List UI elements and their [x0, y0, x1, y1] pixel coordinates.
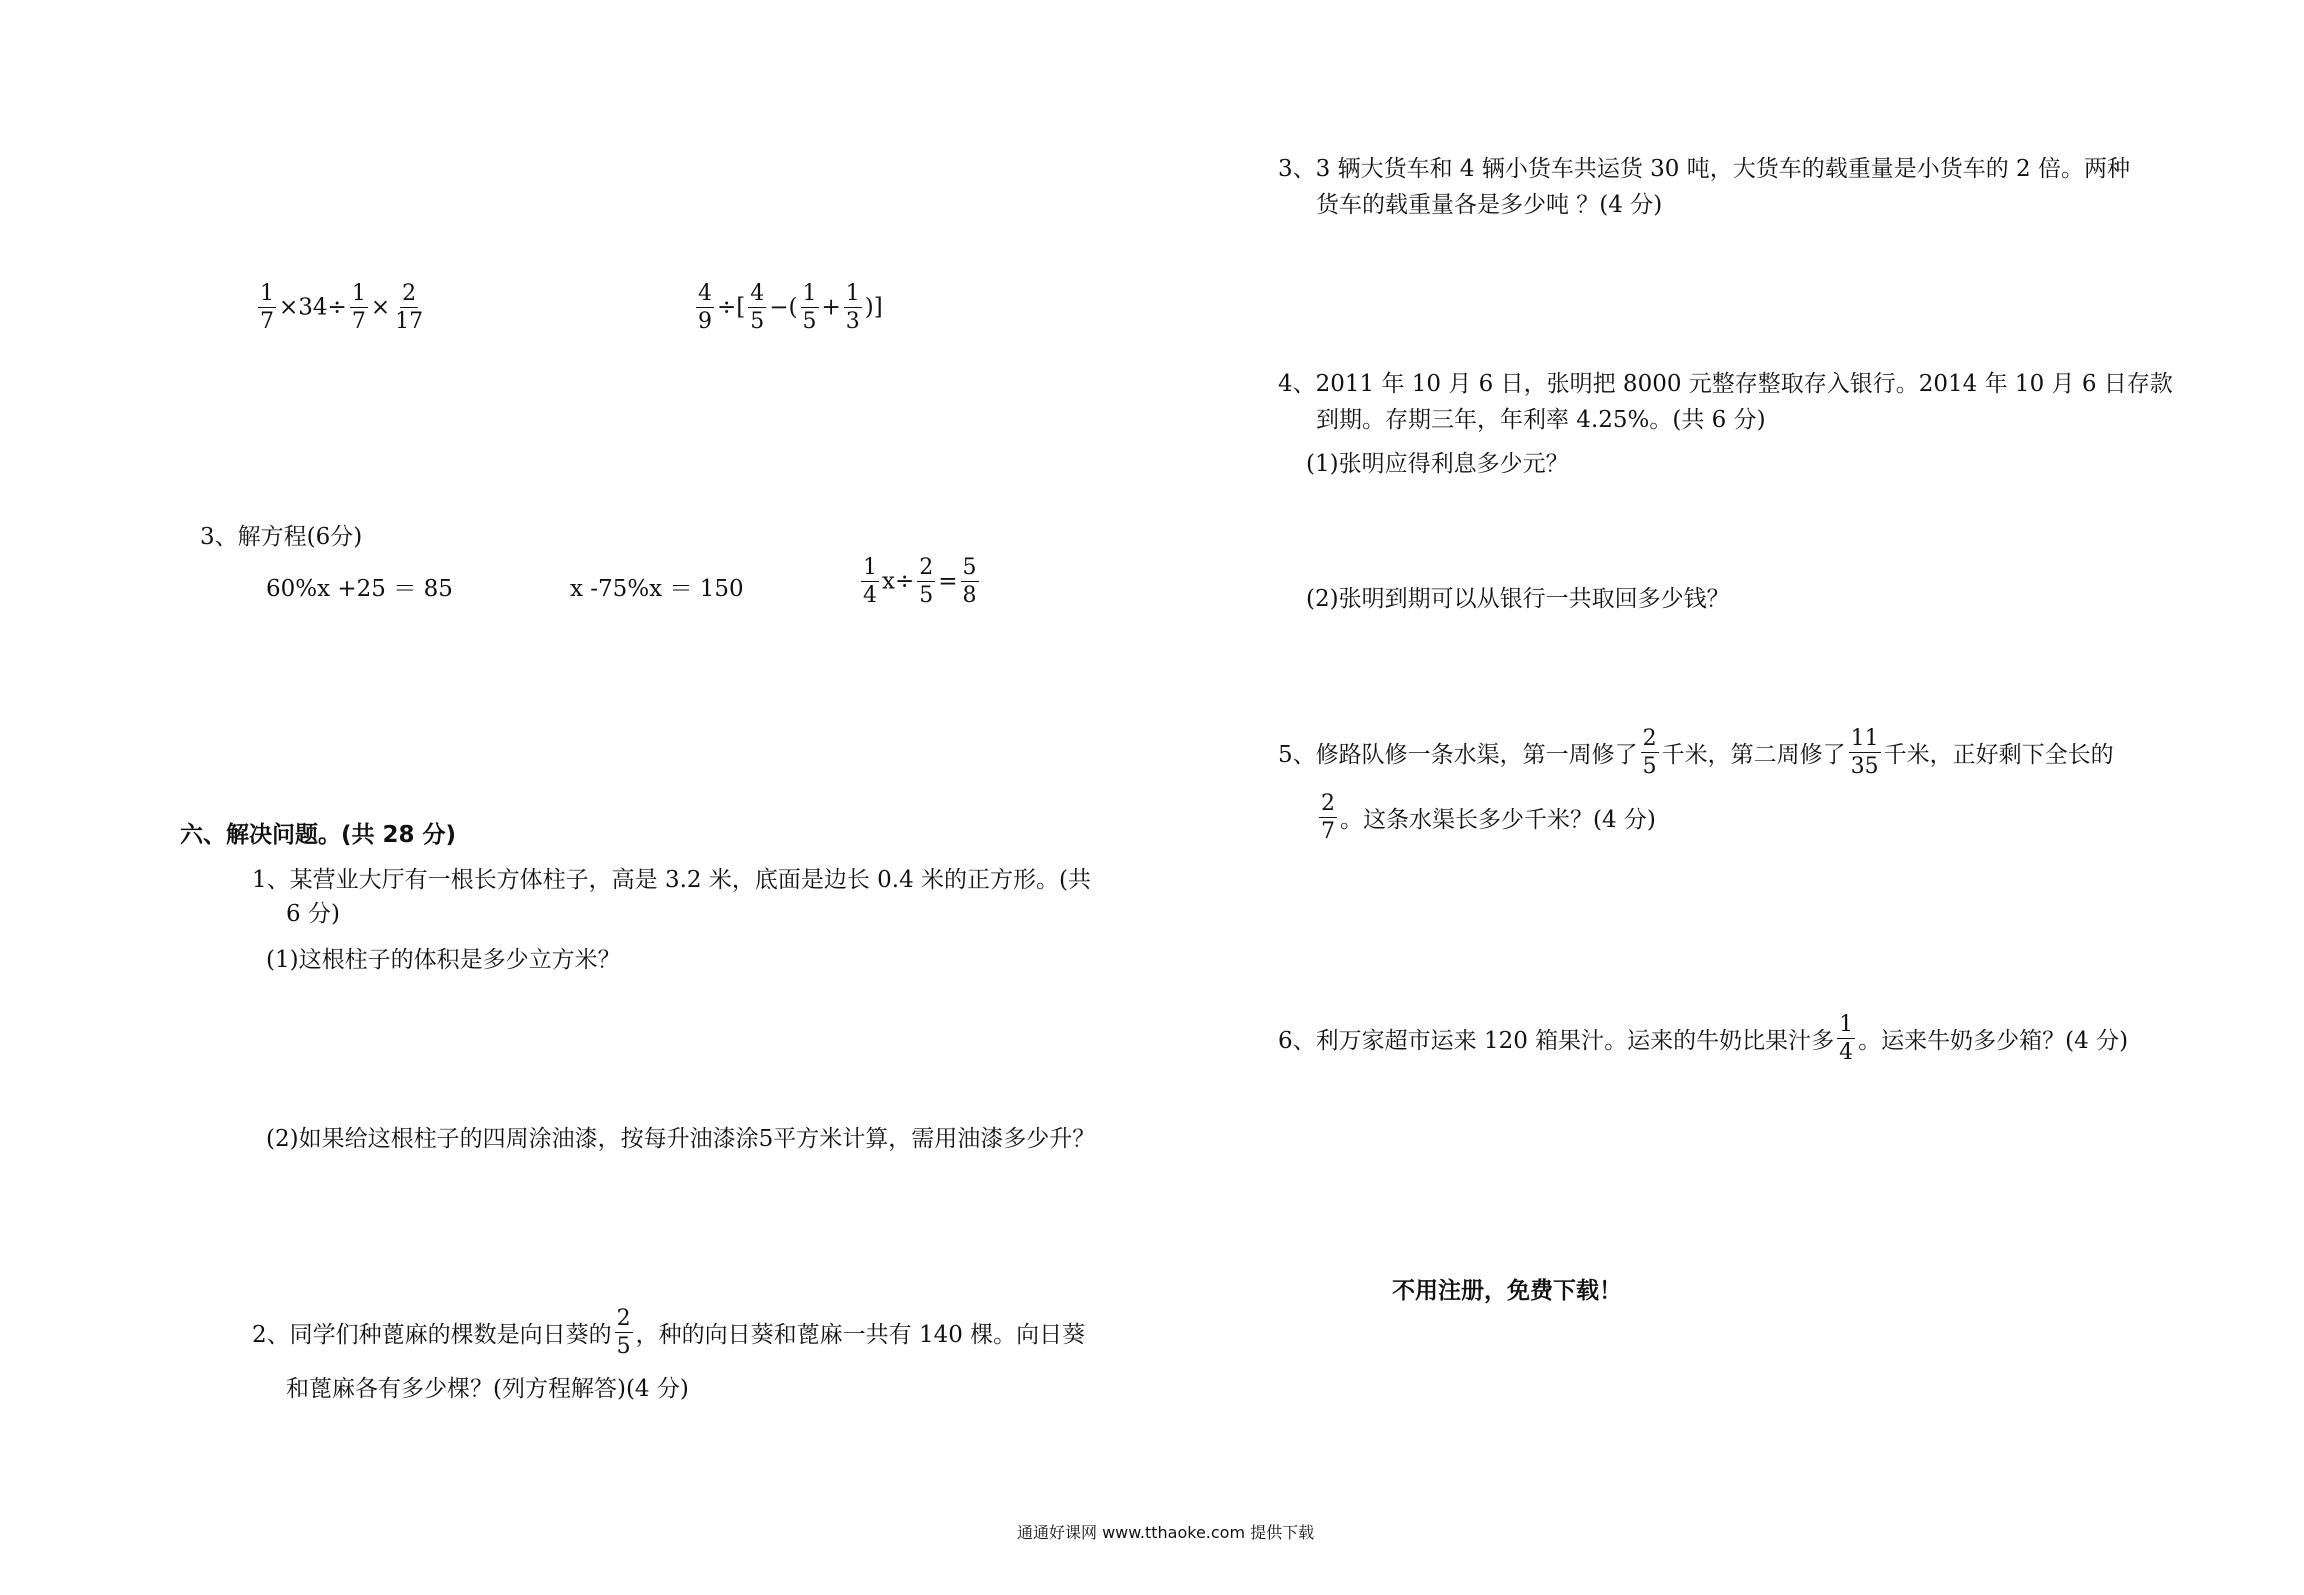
- question-3-line-1: 3、3 辆大货车和 4 辆小货车共运货 30 吨，大货车的载重量是小货车的 2 倍。两种: [1278, 156, 2130, 182]
- question-2-line-1: 2、同学们种蓖麻的棵数是向日葵的 $\frac{2}{5}$ ，种的向日葵和蓖麻一共有 140 棵。向日葵: [252, 1306, 1086, 1360]
- question-4-sub-1: (1)张明应得利息多少元？: [1306, 451, 1569, 477]
- question-4-line-2: 到期。存期三年，年利率 4.25%。(共 6 分): [1316, 407, 1766, 433]
- fraction: $\frac{2}{5}$: [616, 1306, 631, 1360]
- fraction: $\frac{2}{17}$: [395, 281, 424, 335]
- equation-3: $\frac{1}{4}$ x÷ $\frac{2}{5}$ = $\frac{5}{8}$: [863, 555, 977, 609]
- expression-1: $\frac{1}{7}$ ×34÷ $\frac{1}{7}$ × $\frac{2}{17}$: [260, 281, 424, 335]
- fraction: $\frac{11}{35}$: [1850, 726, 1879, 780]
- fraction: $\frac{2}{5}$: [919, 555, 934, 609]
- equations-heading: 3、解方程(6分): [200, 524, 363, 550]
- question-6: 6、利万家超市运来 120 箱果汁。运来的牛奶比果汁多 $\frac{1}{4}$ 。运来牛奶多少箱？(4 分): [1278, 1012, 2129, 1066]
- question-1-sub-1: (1)这根柱子的体积是多少立方米？: [266, 947, 621, 973]
- fraction: $\frac{2}{5}$: [1642, 726, 1657, 780]
- fraction: $\frac{1}{3}$: [845, 281, 860, 335]
- question-2-line-2: 和蓖麻各有多少棵？(列方程解答)(4 分): [286, 1376, 689, 1402]
- section-title: 六、解决问题。(共 28 分): [180, 822, 457, 848]
- equation-2: x -75%x ＝ 150: [570, 576, 744, 602]
- fraction: $\frac{1}{7}$: [260, 281, 274, 335]
- promo-text: 不用注册，免费下载！: [1392, 1278, 1622, 1304]
- fraction: $\frac{4}{5}$: [750, 281, 765, 335]
- fraction: $\frac{4}{9}$: [698, 281, 712, 335]
- question-1-line-2: 6 分): [286, 901, 340, 927]
- fraction: $\frac{1}{4}$: [863, 555, 877, 609]
- question-5-line-1: 5、修路队修一条水渠，第一周修了 $\frac{2}{5}$ 千米，第二周修了 $\frac{11}{35}$ 千米，正好剩下全长的: [1278, 726, 2114, 780]
- fraction: $\frac{1}{4}$: [1839, 1012, 1854, 1066]
- question-1-line-1: 1、某营业大厅有一根长方体柱子，高是 3.2 米，底面是边长 0.4 米的正方形。(共: [252, 867, 1092, 893]
- fraction: $\frac{5}{8}$: [962, 555, 977, 609]
- question-5-line-2: $\frac{2}{7}$ 。这条水渠长多少千米？(4 分): [1321, 791, 1656, 845]
- question-4-line-1: 4、2011 年 10 月 6 日，张明把 8000 元整存整取存入银行。2014 年 10 月 6 日存款: [1278, 371, 2173, 397]
- equation-1: 60%x +25 ＝ 85: [266, 576, 453, 602]
- fraction: $\frac{1}{7}$: [351, 281, 366, 335]
- expression-2: $\frac{4}{9}$ ÷[ $\frac{4}{5}$ −( $\frac{1}{5}$ + $\frac{1}{3}$ )]: [698, 281, 883, 335]
- fraction: $\frac{1}{5}$: [802, 281, 817, 335]
- fraction: $\frac{2}{7}$: [1321, 791, 1335, 845]
- question-3-line-2: 货车的载重量各是多少吨 ？(4 分): [1316, 192, 1663, 218]
- footer-text: 通通好课网 www.tthaoke.com 提供下载: [1017, 1523, 1315, 1542]
- question-1-sub-2: (2)如果给这根柱子的四周涂油漆，按每升油漆涂5平方米计算，需用油漆多少升？: [266, 1126, 1096, 1152]
- question-4-sub-2: (2)张明到期可以从银行一共取回多少钱？: [1306, 586, 1730, 612]
